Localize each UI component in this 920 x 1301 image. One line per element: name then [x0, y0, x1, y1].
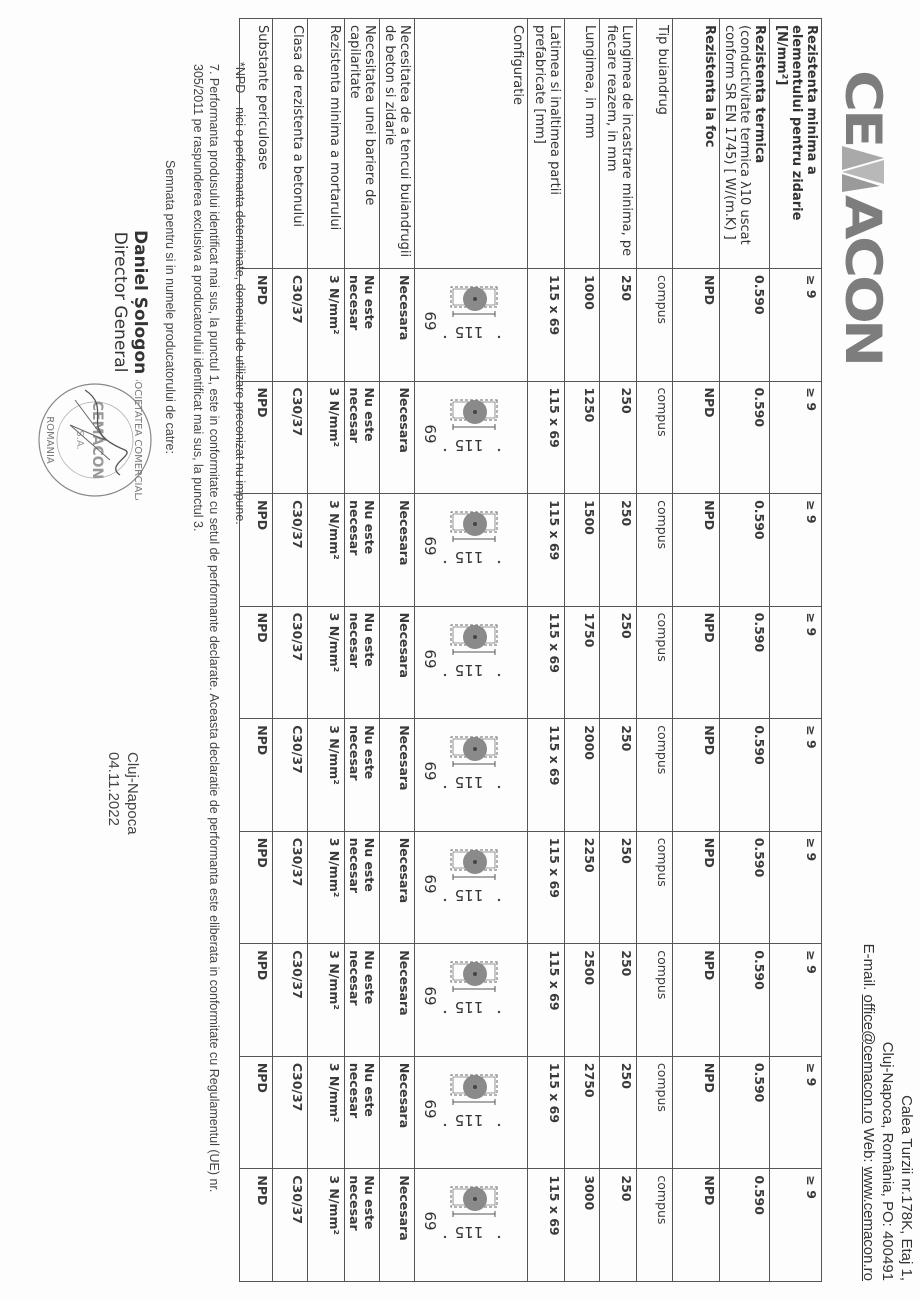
cell-bearing: 250	[600, 381, 637, 494]
place: Cluj-Napoca	[124, 752, 141, 835]
cell-concrete: C30/37	[273, 944, 308, 1057]
row-label: Rezistenta minima a elementului pentru zidarie [N/mm²]	[770, 19, 822, 269]
cell-thermal: 0.590	[720, 381, 770, 494]
web-label: Web:	[860, 1127, 877, 1163]
cell-section: 115 x 69	[528, 719, 565, 832]
lintel-cross-section-diagram	[417, 388, 525, 488]
cell-type: compus	[637, 494, 673, 607]
table-row-strength	[770, 19, 822, 1282]
cell-bearing: 250	[600, 719, 637, 832]
row-label: Configuratie	[415, 19, 528, 269]
cell-length: 1750	[565, 606, 600, 719]
table-row-thermal	[720, 19, 770, 1282]
lintel-section-icon	[419, 506, 519, 606]
cell-hazardous: NPD	[240, 269, 273, 382]
cell-capillary: Nu este necesar	[345, 606, 380, 719]
logo-letter-a: A	[834, 195, 892, 239]
logo-letter-c2: C	[834, 235, 892, 277]
cell-type: compus	[637, 719, 673, 832]
cell-thermal: 0.590	[720, 269, 770, 382]
signatory	[110, 230, 150, 374]
row-label: Substante periculoase	[240, 19, 273, 269]
cell-mortar: 3 N/mm²	[308, 494, 345, 607]
cemacon-logo	[834, 70, 892, 367]
cell-fire: NPD	[673, 719, 720, 832]
row-label: Clasa de rezistenta a betonului	[273, 19, 308, 269]
stamp-center-text: CEMACON	[89, 400, 105, 480]
stamp-bottom-text: ROMANIA	[44, 416, 55, 464]
cell-strength: ≥ 9	[770, 494, 822, 607]
cell-capillary: Nu este necesar	[345, 831, 380, 944]
lintel-configuration-cell	[415, 606, 528, 719]
config-width-label: 115	[454, 1223, 484, 1242]
lintel-cross-section-diagram	[417, 1175, 525, 1275]
row-label: Rezistenta minima a mortarului	[308, 19, 345, 269]
cell-length: 2500	[565, 944, 600, 1057]
cell-hazardous: NPD	[240, 944, 273, 1057]
company-stamp-icon	[30, 380, 155, 500]
cell-plaster: Necesara	[380, 1169, 415, 1282]
row-label	[720, 19, 770, 269]
cell-fire: NPD	[673, 1056, 720, 1169]
cell-fire: NPD	[673, 944, 720, 1057]
cell-plaster: Necesara	[380, 831, 415, 944]
lintel-configuration-cell	[415, 494, 528, 607]
cell-section: 115 x 69	[528, 381, 565, 494]
lintel-configuration-cell	[415, 269, 528, 382]
cell-concrete: C30/37	[273, 381, 308, 494]
cell-type: compus	[637, 1056, 673, 1169]
cell-mortar: 3 N/mm²	[308, 719, 345, 832]
cell-section: 115 x 69	[528, 606, 565, 719]
cell-mortar: 3 N/mm²	[308, 606, 345, 719]
cell-section: 115 x 69	[528, 269, 565, 382]
cell-hazardous: NPD	[240, 719, 273, 832]
cell-fire: NPD	[673, 381, 720, 494]
config-width-label: 115	[454, 660, 484, 679]
cell-fire: NPD	[673, 606, 720, 719]
lintel-configuration-cell	[415, 831, 528, 944]
table-row-capillary	[345, 19, 380, 1282]
stamp-sa-text: S.A.	[74, 430, 85, 450]
cell-concrete: C30/37	[273, 494, 308, 607]
lintel-cross-section-diagram	[417, 1063, 525, 1163]
cell-plaster: Necesara	[380, 381, 415, 494]
cell-hazardous: NPD	[240, 381, 273, 494]
lintel-cross-section-diagram	[417, 725, 525, 825]
cell-section: 115 x 69	[528, 494, 565, 607]
cell-concrete: C30/37	[273, 606, 308, 719]
email-link[interactable]: office@cemacon.ro	[860, 994, 877, 1124]
table-row-section	[528, 19, 565, 1282]
lintel-configuration-cell	[415, 719, 528, 832]
cell-type: compus	[637, 381, 673, 494]
logo-triangles-icon	[842, 146, 884, 192]
row-label: Rezistenta la foc	[673, 19, 720, 269]
web-link[interactable]: www.cemacon.ro	[860, 1166, 877, 1281]
cell-bearing: 250	[600, 606, 637, 719]
cell-fire: NPD	[673, 1169, 720, 1282]
config-height-label: 69	[421, 649, 439, 669]
cell-type: compus	[637, 269, 673, 382]
cell-type: compus	[637, 606, 673, 719]
cell-bearing: 250	[600, 831, 637, 944]
cell-bearing: 250	[600, 1056, 637, 1169]
row-label-rest: (conductivitate termica λ10 uscat conform SR EN 1745) [ W/(m.K) ]	[722, 25, 752, 245]
cell-thermal: 0.590	[720, 719, 770, 832]
cell-thermal: 0.590	[720, 944, 770, 1057]
cell-capillary: Nu este necesar	[345, 1169, 380, 1282]
row-label: Necesitatea unei bariere de capilaritate	[345, 19, 380, 269]
place-and-date	[104, 752, 142, 835]
cell-thermal: 0.590	[720, 606, 770, 719]
cell-capillary: Nu este necesar	[345, 381, 380, 494]
signed-for-text: Semnata pentru si in numele producatorului de catre:	[163, 160, 177, 454]
cell-plaster: Necesara	[380, 494, 415, 607]
lintel-section-icon	[419, 844, 519, 944]
cell-bearing: 250	[600, 944, 637, 1057]
cell-plaster: Necesara	[380, 719, 415, 832]
cell-section: 115 x 69	[528, 1056, 565, 1169]
cell-type: compus	[637, 831, 673, 944]
row-label: Tip buiandrug	[637, 19, 673, 269]
cell-thermal: 0.590	[720, 1056, 770, 1169]
config-height-label: 69	[421, 424, 439, 444]
cell-mortar: 3 N/mm²	[308, 269, 345, 382]
cell-length: 1000	[565, 269, 600, 382]
cell-mortar: 3 N/mm²	[308, 1056, 345, 1169]
table-row-mortar	[308, 19, 345, 1282]
cell-section: 115 x 69	[528, 1169, 565, 1282]
config-width-label: 115	[454, 885, 484, 904]
config-width-label: 115	[454, 548, 484, 567]
cell-bearing: 250	[600, 494, 637, 607]
table-row-bearing	[600, 19, 637, 1282]
table-row-concrete	[273, 19, 308, 1282]
lintel-cross-section-diagram	[417, 500, 525, 600]
cell-plaster: Necesara	[380, 606, 415, 719]
cell-mortar: 3 N/mm²	[308, 1169, 345, 1282]
cell-hazardous: NPD	[240, 1169, 273, 1282]
table-row-type	[637, 19, 673, 1282]
cell-plaster: Necesara	[380, 269, 415, 382]
lintel-configuration-cell	[415, 381, 528, 494]
cell-strength: ≥ 9	[770, 944, 822, 1057]
config-height-label: 69	[421, 1211, 439, 1231]
cell-length: 3000	[565, 1169, 600, 1282]
cell-mortar: 3 N/mm²	[308, 381, 345, 494]
cell-thermal: 0.590	[720, 1169, 770, 1282]
cell-section: 115 x 69	[528, 831, 565, 944]
lintel-section-icon	[419, 394, 519, 494]
cell-length: 1250	[565, 381, 600, 494]
cell-concrete: C30/37	[273, 1169, 308, 1282]
cell-bearing: 250	[600, 1169, 637, 1282]
cell-length: 2000	[565, 719, 600, 832]
cell-type: compus	[637, 1169, 673, 1282]
logo-letter-n: N	[834, 319, 892, 367]
config-width-label: 115	[454, 998, 484, 1017]
address-line-1: Calea Turzii nr.178K, Etaj 1,	[898, 1095, 915, 1281]
cell-mortar: 3 N/mm²	[308, 831, 345, 944]
lintel-section-icon	[419, 619, 519, 719]
cell-type: compus	[637, 944, 673, 1057]
lintel-section-icon	[419, 956, 519, 1056]
cell-strength: ≥ 9	[770, 1169, 822, 1282]
footnotes	[162, 20, 248, 1280]
contact-line	[859, 944, 878, 1281]
cell-strength: ≥ 9	[770, 606, 822, 719]
logo-letter-c: C	[834, 70, 892, 112]
signatory-name: Daniel Șologon	[130, 230, 150, 375]
config-width-label: 115	[454, 323, 484, 341]
config-width-label: 115	[454, 435, 484, 454]
stamp-top-text: SOCIETATEA COMERCIALA	[132, 380, 143, 500]
row-label-bold-prefix: Rezistenta termica	[752, 25, 767, 164]
cell-fire: NPD	[673, 269, 720, 382]
config-height-label: 69	[421, 874, 439, 894]
cell-strength: ≥ 9	[770, 381, 822, 494]
cell-concrete: C30/37	[273, 719, 308, 832]
declaration-statement-line-1: 7. Performanta produsului identificat mai sus, la punctul 1, este in conformitate cu setul de performante declarate. Aceasta declaratie de performanta este eliberata in conformitate cu Regulamentul (UE) nr.	[207, 64, 221, 1193]
cell-plaster: Necesara	[380, 1056, 415, 1169]
cell-thermal: 0.590	[720, 831, 770, 944]
lintel-section-icon	[419, 1181, 519, 1281]
email-label: E-mail.	[860, 943, 877, 991]
cell-plaster: Necesara	[380, 944, 415, 1057]
lintel-cross-section-diagram	[417, 838, 525, 938]
config-height-label: 69	[421, 536, 439, 556]
config-width-label: 115	[454, 773, 484, 792]
lintel-cross-section-diagram	[417, 275, 525, 375]
address-line-2: Cluj-Napoca, România, PO: 400491	[879, 1041, 896, 1281]
cell-strength: ≥ 9	[770, 1056, 822, 1169]
row-label: Necesitatea de a tencui buiandrugii de beton si zidarie	[380, 19, 415, 269]
npd-footnote: *NPD – nici o performanta determinate, domeniul de utilizare preconizat nu impune.	[233, 62, 247, 525]
cell-hazardous: NPD	[240, 831, 273, 944]
cell-capillary: Nu este necesar	[345, 269, 380, 382]
cell-length: 1500	[565, 494, 600, 607]
lintel-section-icon	[419, 1069, 519, 1169]
cell-mortar: 3 N/mm²	[308, 944, 345, 1057]
cell-capillary: Nu este necesar	[345, 494, 380, 607]
date: 04.11.2022	[105, 752, 122, 826]
cell-hazardous: NPD	[240, 606, 273, 719]
config-height-label: 69	[421, 311, 439, 331]
cell-length: 2250	[565, 831, 600, 944]
logo-letter-e: E	[834, 108, 892, 147]
cell-bearing: 250	[600, 269, 637, 382]
lintel-section-icon	[419, 731, 519, 831]
config-height-label: 69	[421, 1099, 439, 1119]
config-width-label: 115	[454, 1110, 484, 1129]
lintel-cross-section-diagram	[417, 950, 525, 1050]
cell-capillary: Nu este necesar	[345, 1056, 380, 1169]
cell-concrete: C30/37	[273, 269, 308, 382]
cell-thermal: 0.590	[720, 494, 770, 607]
table-row-length	[565, 19, 600, 1282]
cell-hazardous: NPD	[240, 1056, 273, 1169]
logo-letter-o: O	[834, 274, 892, 323]
declaration-statement-line-2: 305/2011 pe raspunderea exclusiva a producatorului identificat mai sus, la punctul 3.	[191, 64, 205, 532]
row-label: Lungimea, in mm	[565, 19, 600, 269]
company-address	[859, 944, 916, 1281]
config-height-label: 69	[421, 761, 439, 781]
cell-fire: NPD	[673, 831, 720, 944]
cell-concrete: C30/37	[273, 831, 308, 944]
cell-concrete: C30/37	[273, 1056, 308, 1169]
cell-hazardous: NPD	[240, 494, 273, 607]
lintel-section-icon	[419, 281, 519, 381]
lintel-configuration-cell	[415, 1169, 528, 1282]
table-row-config	[415, 19, 528, 1282]
cell-length: 2750	[565, 1056, 600, 1169]
table-row-plaster	[380, 19, 415, 1282]
config-height-label: 69	[421, 986, 439, 1006]
lintel-cross-section-diagram	[417, 613, 525, 713]
table-row-fire	[673, 19, 720, 1282]
signatory-role: Director General	[110, 231, 130, 373]
cell-capillary: Nu este necesar	[345, 944, 380, 1057]
row-label: Lungimea de incastrare minima, pe fiecare reazem, in mm	[600, 19, 637, 269]
cell-section: 115 x 69	[528, 944, 565, 1057]
row-label: Latimea si inaltimea partii prefabricate [mm]	[528, 19, 565, 269]
performance-table	[239, 18, 822, 1282]
lintel-configuration-cell	[415, 1056, 528, 1169]
lintel-configuration-cell	[415, 944, 528, 1057]
cell-fire: NPD	[673, 494, 720, 607]
cell-capillary: Nu este necesar	[345, 719, 380, 832]
cell-strength: ≥ 9	[770, 269, 822, 382]
cell-strength: ≥ 9	[770, 719, 822, 832]
cell-strength: ≥ 9	[770, 831, 822, 944]
